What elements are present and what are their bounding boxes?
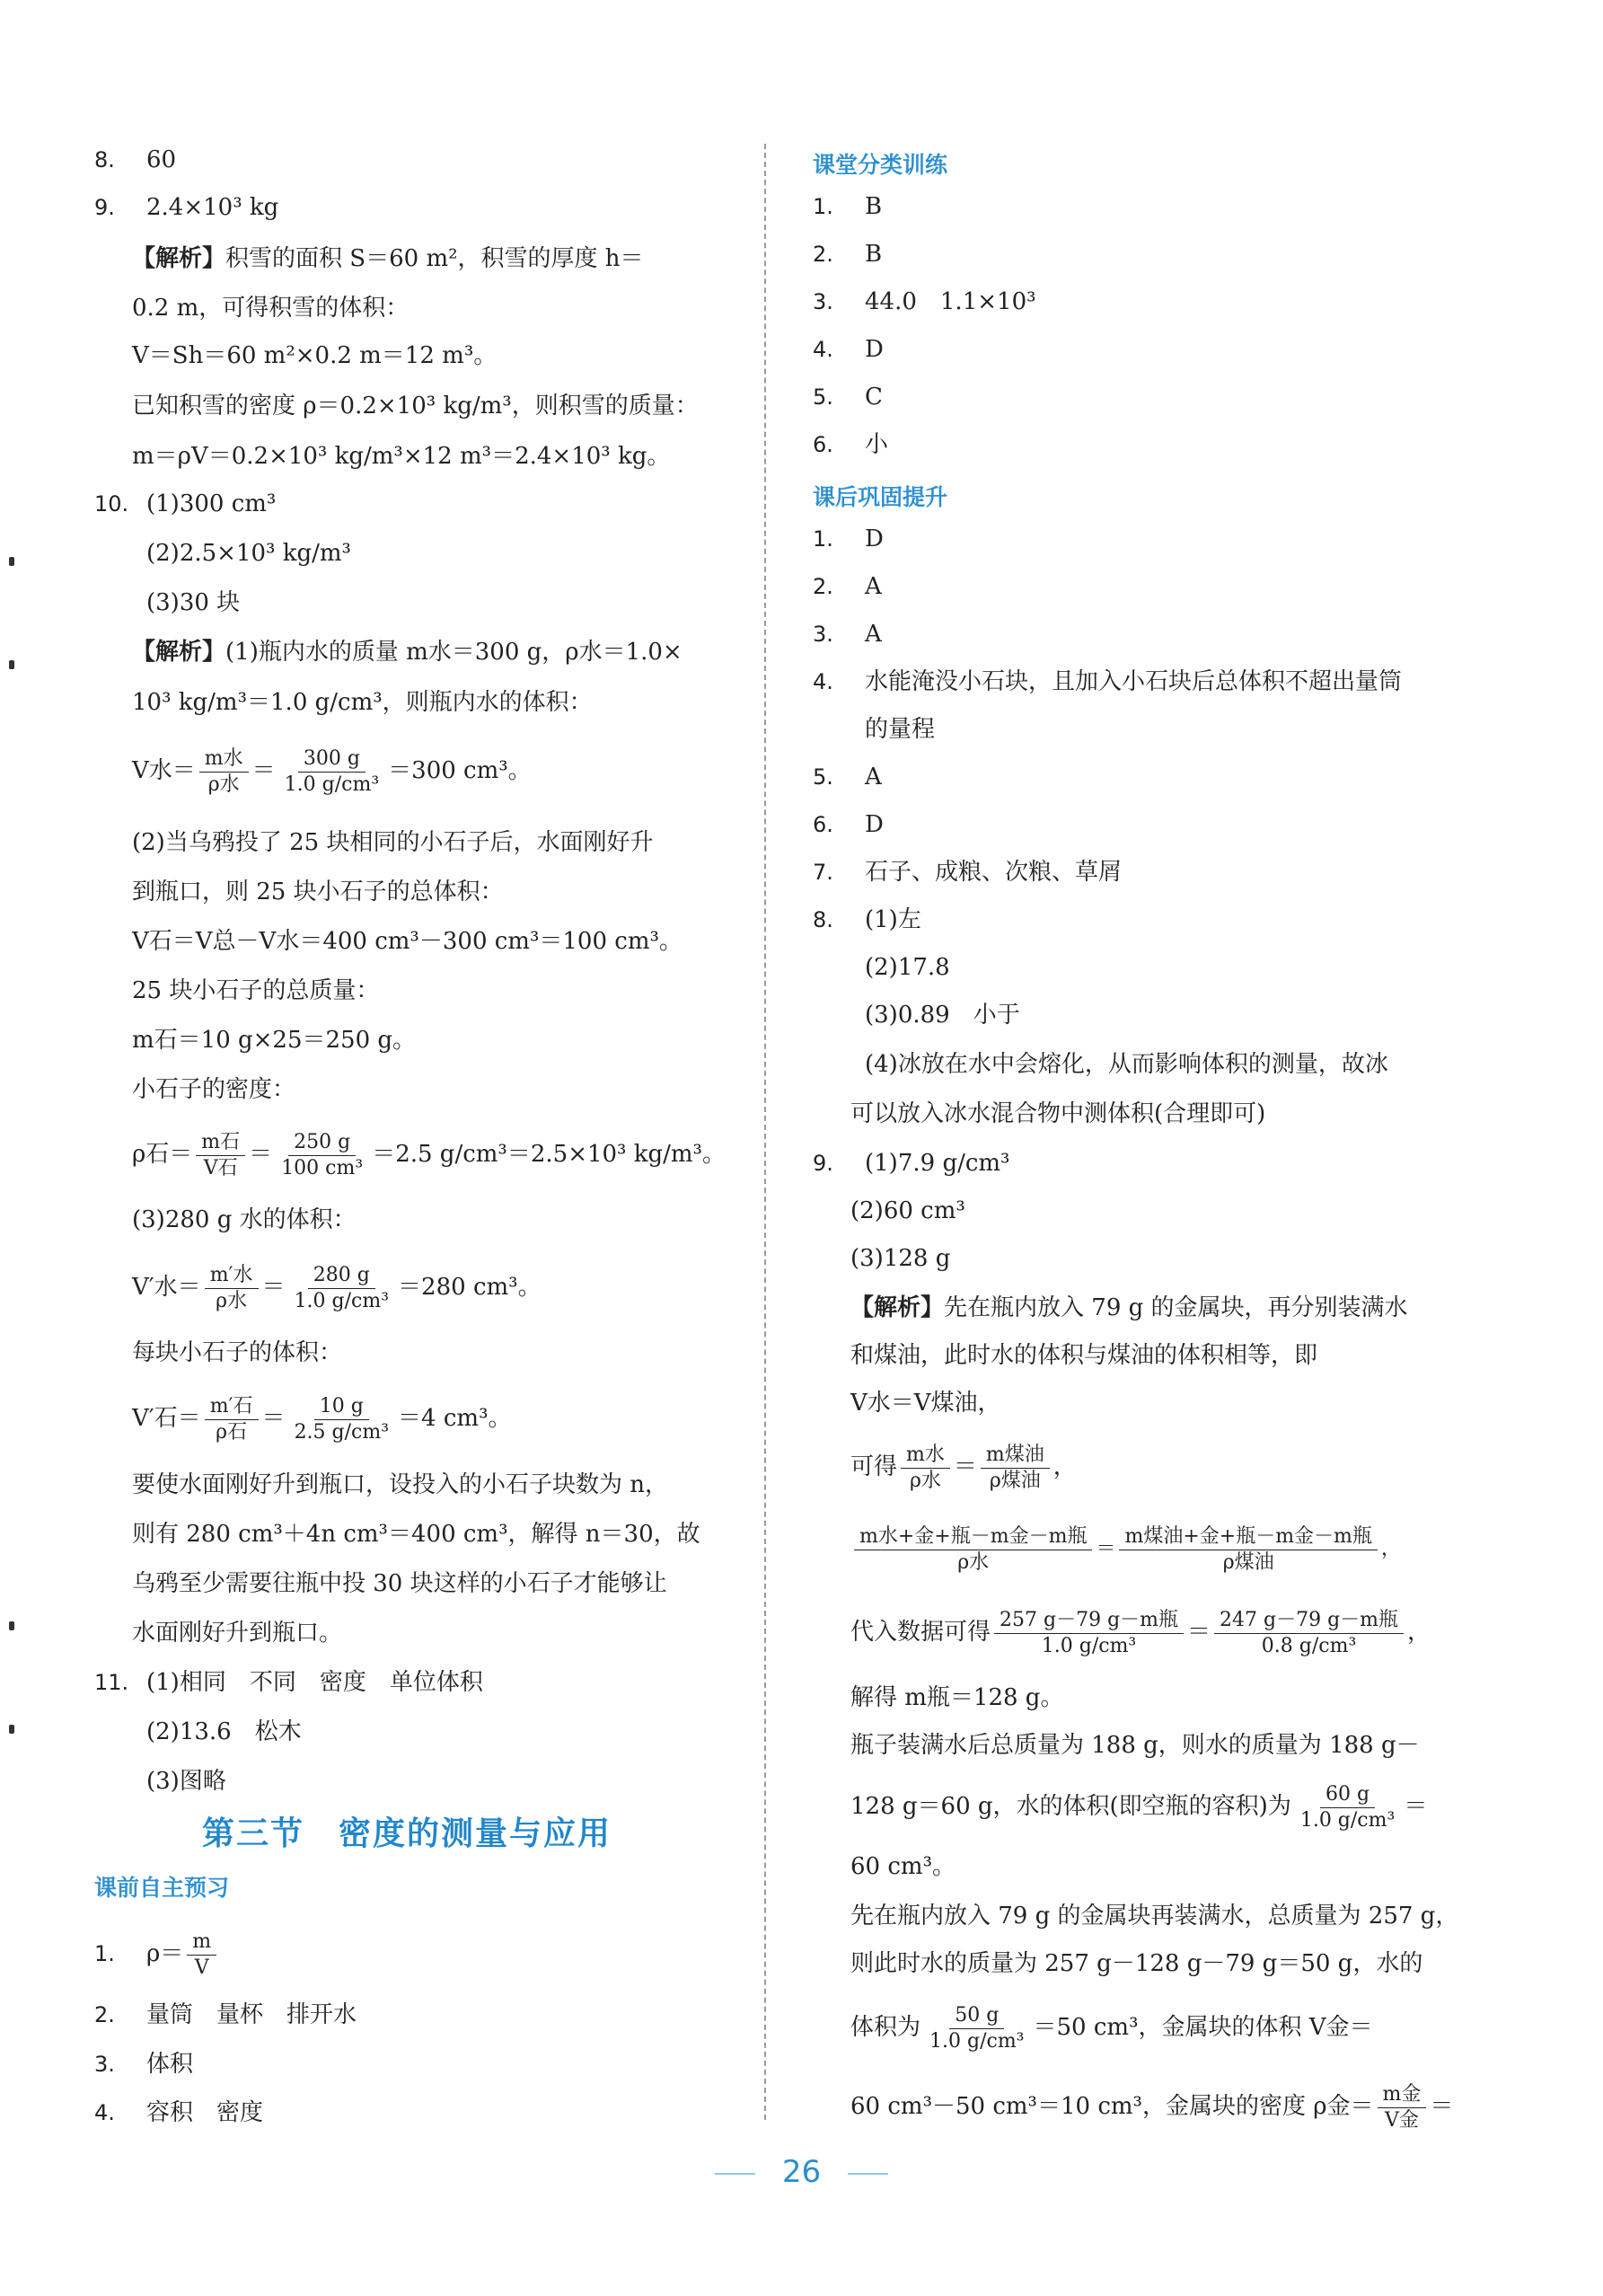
analysis-line: 每块小石子的体积： — [132, 1339, 343, 1366]
answer-line: 可以放入冰水混合物中测体积(合理即可) — [850, 1100, 1266, 1127]
answer-line: (3)30 块 — [146, 589, 241, 616]
class-training-header: 课堂分类训练 — [813, 152, 948, 178]
analysis-line: 10³ kg/m³＝1.0 g/cm³，则瓶内水的体积： — [132, 689, 593, 716]
class-6: 6. 小 — [813, 431, 889, 458]
answer-line: (2)13.6 松木 — [146, 1718, 302, 1745]
answer-line: (4)冰放在水中会熔化，从而影响体积的测量，故冰 — [865, 1051, 1388, 1078]
page-number: 26 — [0, 2154, 1603, 2190]
analysis-line: V水＝V煤油， — [850, 1390, 1001, 1417]
answer-10: 10. (1)300 cm³ — [94, 490, 277, 517]
formula-line: ρ石＝ $\frac{\text{m石}}{\text{V石}}$ ＝ $\frac{250 g}{\text{100 cm³}}$ ＝2.5 g/cm³＝2.5×10³ kg/m³。 — [132, 1130, 726, 1179]
analysis-line: 25 块小石子的总质量： — [132, 977, 380, 1004]
after-4: 4. 水能淹没小石块，且加入小石块后总体积不超出量筒 — [813, 668, 1403, 695]
analysis-line: 0.2 m，可得积雪的体积： — [132, 295, 410, 322]
analysis-line: 60 cm³。 — [850, 1853, 956, 1880]
column-divider — [764, 144, 766, 2120]
analysis-10: 【解析】(1)瓶内水的质量 m水＝300 g，ρ水＝1.0× — [132, 639, 683, 666]
answer-line: (3)图略 — [146, 1768, 226, 1795]
answer-line: (2)60 cm³ — [850, 1197, 965, 1224]
analysis-line: m＝ρV＝0.2×10³ kg/m³×12 m³＝2.4×10³ kg。 — [132, 443, 671, 470]
after-5: 5. A — [813, 764, 882, 790]
analysis-line: (3)280 g 水的体积： — [132, 1206, 357, 1233]
class-5: 5. C — [813, 384, 883, 411]
answer-line: (3)128 g — [850, 1245, 951, 1272]
preview-1: 1. ρ＝ $\frac{m}{V}$ — [94, 1922, 220, 1985]
analysis-line: 则有 280 cm³＋4n cm³＝400 cm³，解得 n＝30，故 — [132, 1521, 700, 1548]
analysis-line: 小石子的密度： — [132, 1076, 296, 1103]
analysis-9: 【解析】积雪的面积 S＝60 m²，积雪的厚度 h＝ — [132, 245, 644, 272]
formula-line: 可得 $\frac{\text{m水}}{\text{ρ水}}$ ＝ $\frac{\text{m煤油}}{\text{ρ煤油}}$ ， — [850, 1443, 1077, 1492]
formula-line: 128 g＝60 g，水的体积(即空瓶的容积)为 $\frac{60 g}{\text{1.0 g/cm³}}$ ＝ — [850, 1782, 1428, 1832]
analysis-line: 已知积雪的密度 ρ＝0.2×10³ kg/m³，则积雪的质量： — [132, 393, 699, 419]
analysis-line: 瓶子装满水后总质量为 188 g，则水的质量为 188 g－ — [850, 1732, 1420, 1759]
after-3: 3. A — [813, 621, 882, 648]
formula-line: V′石＝ $\frac{\text{m′石}}{\text{ρ石}}$ ＝ $\frac{10 g}{\text{2.5 g/cm³}}$ ＝4 cm³。 — [132, 1394, 512, 1444]
formula-line: 60 cm³－50 cm³＝10 cm³，金属块的密度 ρ金＝ $\frac{\text{m金}}{\text{V金}}$ ＝ — [850, 2082, 1454, 2132]
section-title: 第三节 密度的测量与应用 — [202, 1815, 612, 1852]
analysis-line: 要使水面刚好升到瓶口，设投入的小石子块数为 n， — [132, 1471, 669, 1498]
analysis-line: 到瓶口，则 25 块小石子的总体积： — [132, 879, 504, 905]
scan-mark — [9, 1621, 14, 1630]
answer-line: (3)0.89 小于 — [865, 1002, 1020, 1029]
formula-line: $\frac{\text{m水+金+瓶－m金－m瓶}}{\text{ρ水}}$ ＝ $\frac{\text{m煤油+金+瓶－m金－m瓶}}{\text{ρ煤油}}$ ， — [850, 1518, 1401, 1581]
preview-2: 2. 量筒 量杯 排开水 — [94, 2001, 357, 2028]
answer-9: 9. 2.4×10³ kg — [94, 194, 279, 221]
analysis-line: 则此时水的质量为 257 g－128 g－79 g＝50 g，水的 — [850, 1950, 1423, 1977]
preview-4: 4. 容积 密度 — [94, 2099, 264, 2126]
analysis-line: 解得 m瓶＝128 g。 — [850, 1684, 1064, 1711]
after-6: 6. D — [813, 811, 884, 838]
formula-line: 体积为 $\frac{50 g}{\text{1.0 g/cm³}}$ ＝50 cm³，金属块的体积 V金＝ — [850, 2003, 1373, 2053]
class-4: 4. D — [813, 336, 884, 363]
scan-mark — [9, 557, 14, 566]
formula-line: V′水＝ $\frac{\text{m′水}}{\text{ρ水}}$ ＝ $\frac{280 g}{\text{1.0 g/cm³}}$ ＝280 cm³。 — [132, 1263, 542, 1312]
after-2: 2. A — [813, 573, 882, 600]
preview-3: 3. 体积 — [94, 2051, 194, 2078]
answer-line: (2)2.5×10³ kg/m³ — [146, 540, 351, 567]
after-9: 9. (1)7.9 g/cm³ — [813, 1150, 1010, 1177]
class-1: 1. B — [813, 193, 883, 220]
analysis-line: 乌鸦至少需要往瓶中投 30 块这样的小石子才能够让 — [132, 1570, 667, 1597]
after-1: 1. D — [813, 525, 884, 552]
analysis-line: V＝Sh＝60 m²×0.2 m＝12 m³。 — [132, 342, 498, 369]
analysis-line: 和煤油，此时水的体积与煤油的体积相等，即 — [850, 1342, 1318, 1369]
analysis-line: V石＝V总－V水＝400 cm³－300 cm³＝100 cm³。 — [132, 928, 683, 955]
answer-line: (2)17.8 — [865, 954, 950, 981]
analysis-line: m石＝10 g×25＝250 g。 — [132, 1027, 417, 1054]
analysis-line: (2)当乌鸦投了 25 块相同的小石子后，水面刚好升 — [132, 829, 654, 856]
class-2: 2. B — [813, 241, 883, 268]
preview-header: 课前自主预习 — [94, 1875, 230, 1901]
analysis-9b: 【解析】先在瓶内放入 79 g 的金属块，再分别装满水 — [850, 1294, 1408, 1321]
analysis-line: 先在瓶内放入 79 g 的金属块再装满水，总质量为 257 g， — [850, 1903, 1459, 1930]
class-3: 3. 44.0 1.1×10³ — [813, 288, 1036, 315]
after-8: 8. (1)左 — [813, 906, 921, 933]
after-class-header: 课后巩固提升 — [813, 484, 948, 510]
answer-line: 的量程 — [865, 716, 936, 743]
formula-line: 代入数据可得 $\frac{\text{257 g－79 g－m瓶}}{\text{1.0 g/cm³}}$ ＝ $\frac{\text{247 g－79 g－m瓶}}{\text{0.8 g/cm³}}$ ， — [850, 1608, 1431, 1657]
scan-mark — [9, 660, 14, 669]
analysis-line: 水面刚好升到瓶口。 — [132, 1620, 343, 1647]
formula-line: V水＝ $\frac{\text{m水}}{\text{ρ水}}$ ＝ $\frac{300 g}{\text{1.0 g/cm³}}$ ＝300 cm³。 — [132, 746, 532, 796]
scan-mark — [9, 1725, 14, 1734]
answer-8: 8. 60 — [94, 146, 177, 173]
after-7: 7. 石子、成粮、次粮、草屑 — [813, 859, 1123, 886]
answer-11: 11. (1)相同 不同 密度 单位体积 — [94, 1669, 483, 1696]
